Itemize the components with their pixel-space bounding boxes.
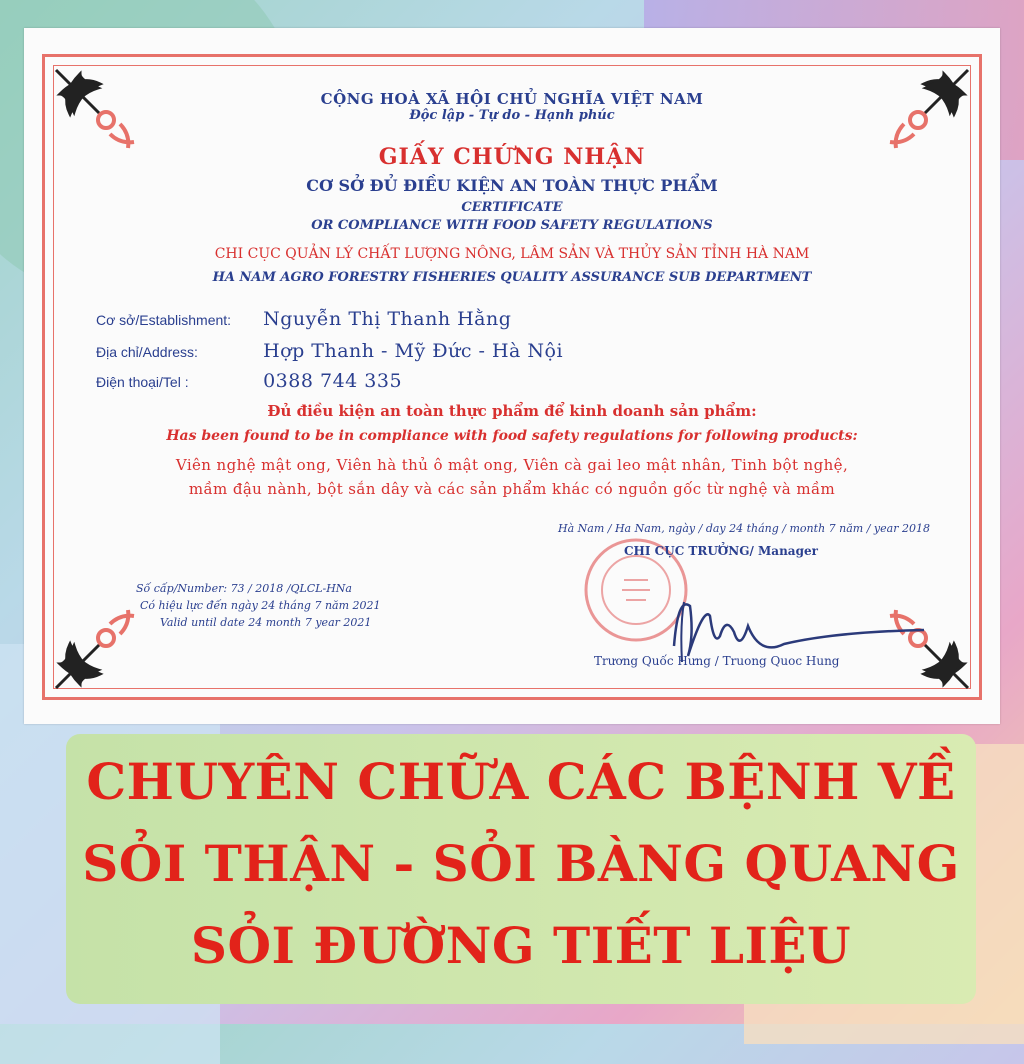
certificate-title-en: CERTIFICATE — [461, 200, 563, 215]
establishment-value: Nguyễn Thị Thanh Hằng — [263, 308, 512, 330]
address-value: Hợp Thanh - Mỹ Đức - Hà Nội — [263, 340, 564, 362]
valid-until-vi: Có hiệu lực đến ngày 24 tháng 7 năm 2021 — [140, 599, 381, 612]
certificate — [24, 28, 1000, 724]
motto: Độc lập - Tự do - Hạnh phúc — [409, 108, 615, 123]
establishment-row — [96, 308, 511, 330]
compliance-vi: Đủ điều kiện an toàn thực phẩm để kinh doanh sản phẩm: — [267, 402, 757, 420]
banner-line-1: CHUYÊN CHỮA CÁC BỆNH VỀ — [86, 752, 956, 811]
compliance-en: Has been found to be in compliance with food safety regulations for following products: — [166, 428, 858, 444]
issuer-en: HA NAM AGRO FORESTRY FISHERIES QUALITY ASSURANCE SUB DEPARTMENT — [212, 270, 812, 285]
banner-line-3: SỎI ĐƯỜNG TIẾT LIỆU — [190, 916, 852, 975]
phone-row — [96, 370, 402, 392]
banner-line-2: SỎI THẬN - SỎI BÀNG QUANG — [82, 834, 960, 893]
certificate-title-vi: GIẤY CHỨNG NHẬN — [378, 144, 646, 170]
certificate-subtitle-en: OR COMPLIANCE WITH FOOD SAFETY REGULATIONS — [311, 218, 713, 233]
address-label: Địa chỉ/Address: — [96, 344, 198, 360]
products-line-2: mầm đậu nành, bột sắn dây và các sản phẩm khác có nguồn gốc từ nghệ và mầm — [188, 480, 836, 498]
issuer-vi: CHI CỤC QUẢN LÝ CHẤT LƯỢNG NÔNG, LÂM SẢN VÀ THỦY SẢN TỈNH HÀ NAM — [214, 246, 810, 262]
promo-banner — [66, 734, 976, 1004]
establishment-label: Cơ sở/Establishment: — [96, 312, 232, 328]
signer-name: Trương Quốc Hưng / Truong Quoc Hung — [594, 654, 840, 668]
corner-ornament-icon — [50, 602, 142, 694]
manager-title: CHI CỤC TRƯỞNG/ Manager — [624, 544, 818, 558]
certificate-subtitle-vi: CƠ SỞ ĐỦ ĐIỀU KIỆN AN TOÀN THỰC PHẨM — [306, 176, 718, 195]
nation-heading: CỘNG HOÀ XÃ HỘI CHỦ NGHĨA VIỆT NAM — [320, 90, 704, 108]
issue-date: Hà Nam / Ha Nam, ngày / day 24 tháng / month 7 năm / year 2018 — [558, 522, 930, 535]
certificate-number-block — [136, 580, 381, 631]
address-row — [96, 340, 563, 362]
products-line-1: Viên nghệ mật ong, Viên hà thủ ô mật ong, Viên cà gai leo mật nhân, Tinh bột nghệ, — [175, 456, 849, 474]
valid-until-en: Valid until date 24 month 7 year 2021 — [160, 616, 372, 629]
phone-label: Điện thoại/Tel : — [96, 374, 189, 390]
phone-value: 0388 744 335 — [263, 370, 403, 392]
certificate-number: Số cấp/Number: 73 / 2018 /QLCL-HNa — [136, 582, 352, 595]
